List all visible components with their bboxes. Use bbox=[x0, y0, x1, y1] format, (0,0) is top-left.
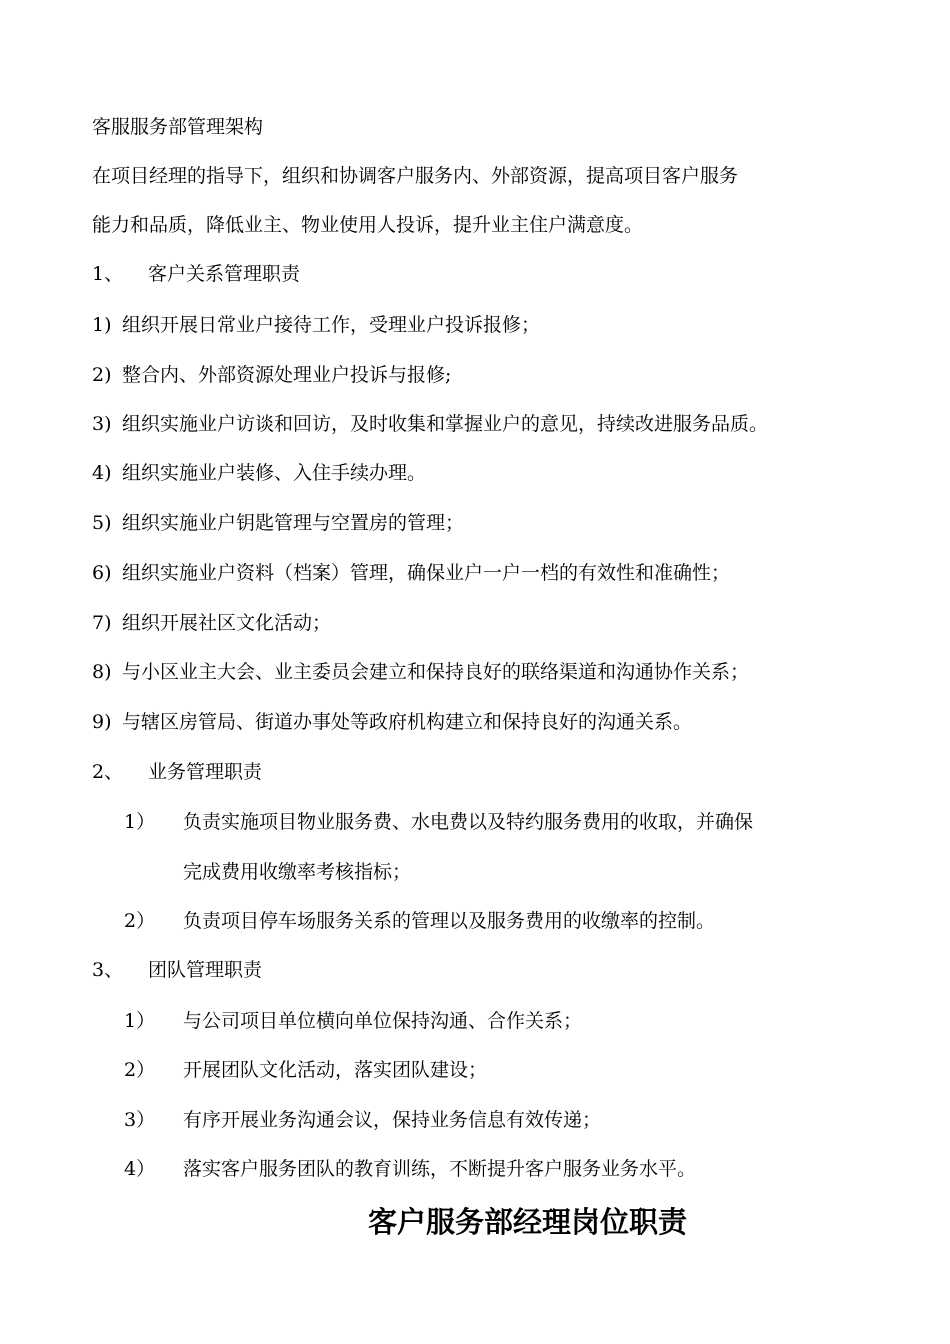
page-title: 客户服务部经理岗位职责 bbox=[368, 1205, 688, 1239]
list-item-text: 落实客户服务团队的教育训练，不断提升客户服务业务水平。 bbox=[183, 1158, 697, 1180]
list-item-number: 3） bbox=[124, 1109, 156, 1131]
list-item bbox=[92, 461, 426, 485]
list-item-number: 7) bbox=[92, 612, 112, 634]
list-item-text: 与小区业主大会、业主委员会建立和保持良好的联络渠道和沟通协作关系； bbox=[122, 661, 750, 683]
section-2-number: 2、 bbox=[92, 761, 124, 783]
section-1-number: 1、 bbox=[92, 263, 124, 285]
list-item-text: 组织实施业户访谈和回访，及时收集和掌握业户的意见，持续改进服务品质。 bbox=[122, 413, 769, 435]
list-item bbox=[92, 363, 451, 387]
list-item-text: 负责实施项目物业服务费、水电费以及特约服务费用的收取，并确保 bbox=[183, 811, 754, 833]
list-item-number: 6) bbox=[92, 562, 112, 584]
list-item-number: 1） bbox=[124, 1010, 156, 1032]
section-3-number: 3、 bbox=[92, 959, 124, 981]
list-item-number: 9) bbox=[92, 711, 112, 733]
list-item-number: 2） bbox=[124, 1059, 156, 1081]
list-item bbox=[92, 660, 749, 684]
list-item bbox=[92, 412, 768, 436]
list-item-text: 整合内、外部资源处理业户投诉与报修; bbox=[122, 364, 452, 386]
list-item-text: 组织开展日常业户接待工作，受理业户投诉报修； bbox=[122, 314, 541, 336]
list-item-text-continued: 完成费用收缴率考核指标； bbox=[183, 861, 412, 883]
intro-line-2: 能力和品质，降低业主、物业使用人投诉，提升业主住户满意度。 bbox=[92, 214, 644, 236]
list-item-number: 3) bbox=[92, 413, 112, 435]
list-item-number: 2) bbox=[92, 364, 112, 386]
list-item bbox=[92, 611, 331, 635]
list-item bbox=[92, 313, 540, 337]
list-item-number: 1) bbox=[92, 314, 112, 336]
list-item-text: 与公司项目单位横向单位保持沟通、合作关系； bbox=[183, 1010, 583, 1032]
list-item-number: 2） bbox=[124, 910, 156, 932]
list-item-text: 组织开展社区文化活动； bbox=[122, 612, 332, 634]
list-item bbox=[92, 561, 730, 585]
section-2-title: 业务管理职责 bbox=[148, 761, 263, 783]
list-item bbox=[92, 710, 692, 734]
list-item-text: 负责项目停车场服务关系的管理以及服务费用的收缴率的控制。 bbox=[183, 910, 716, 932]
doc-heading: 客服服务部管理架构 bbox=[92, 116, 264, 138]
list-item-text: 组织实施业户资料（档案）管理，确保业户一户一档的有效性和准确性； bbox=[122, 562, 731, 584]
list-item-text: 有序开展业务沟通会议，保持业务信息有效传递； bbox=[183, 1109, 602, 1131]
list-item-number: 4） bbox=[124, 1158, 156, 1180]
list-item-number: 1） bbox=[124, 811, 156, 833]
list-item-number: 8) bbox=[92, 661, 112, 683]
section-1-title: 客户关系管理职责 bbox=[148, 263, 301, 285]
intro-line-1: 在项目经理的指导下，组织和协调客户服务内、外部资源，提高项目客户服务 bbox=[92, 165, 739, 187]
list-item bbox=[92, 511, 464, 535]
list-item-number: 4) bbox=[92, 462, 112, 484]
list-item-text: 组织实施业户装修、入住手续办理。 bbox=[122, 462, 427, 484]
section-3-title: 团队管理职责 bbox=[148, 959, 263, 981]
list-item-number: 5) bbox=[92, 512, 112, 534]
list-item-text: 与辖区房管局、街道办事处等政府机构建立和保持良好的沟通关系。 bbox=[122, 711, 693, 733]
list-item-text: 组织实施业户钥匙管理与空置房的管理； bbox=[122, 512, 465, 534]
list-item-text: 开展团队文化活动，落实团队建设； bbox=[183, 1059, 488, 1081]
